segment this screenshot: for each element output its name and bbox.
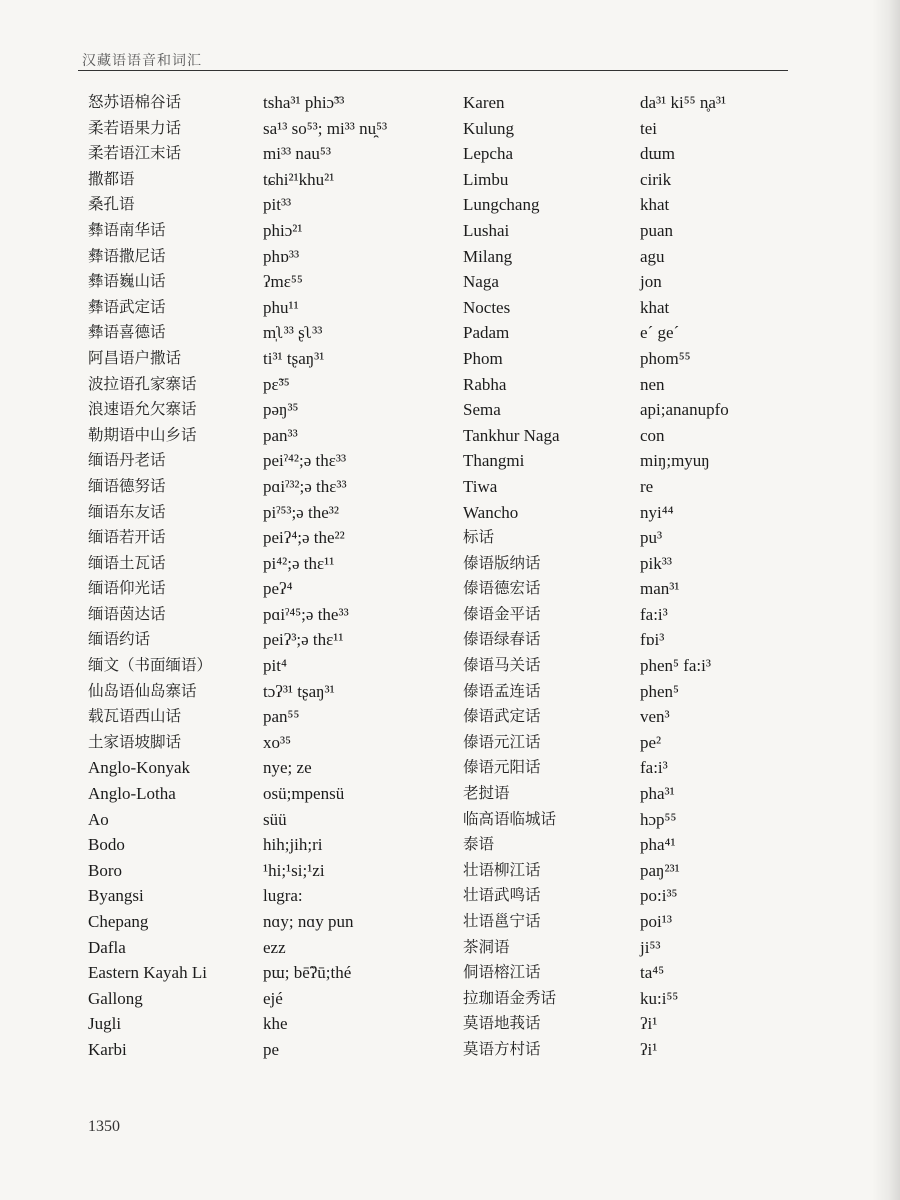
word-form: sa¹³ so⁵³; mi³³ nu̯⁵³ [263, 118, 388, 138]
language-name: 浪速语允欠寨话 [88, 400, 197, 419]
language-name: 茶洞语 [463, 937, 510, 956]
page-number: 1350 [88, 1118, 120, 1135]
language-name: 仙岛语仙岛寨话 [88, 681, 197, 700]
language-name: Milang [463, 246, 513, 266]
language-name: Gallong [88, 988, 143, 1008]
word-form: pɯ; bē̃ʔū;thé [263, 963, 352, 983]
language-name: 壮语柳江话 [463, 860, 541, 879]
language-name: 彝语南华话 [88, 220, 166, 239]
language-name: Padam [463, 323, 510, 343]
language-name: 土家语坡脚话 [88, 732, 182, 751]
word-form: miŋ;myuŋ [640, 451, 710, 471]
header-rule [78, 70, 788, 71]
word-form: agu [640, 246, 665, 266]
word-form: fa:i³ [640, 604, 668, 624]
word-form: man³¹ [640, 579, 680, 599]
word-form: pan⁵⁵ [263, 707, 300, 727]
word-form: nyi⁴⁴ [640, 502, 674, 522]
language-name: Chepang [88, 912, 149, 931]
word-form: ʔmɛ⁵⁵ [263, 272, 303, 292]
word-form: da³¹ ki⁵⁵ n̥a³¹ [640, 93, 727, 112]
word-form: ji⁵³ [640, 937, 661, 957]
word-form: lugra: [263, 886, 303, 906]
language-name: Karbi [88, 1039, 127, 1059]
language-name: 彝语撒尼话 [88, 246, 166, 265]
language-name: 傣语武定话 [463, 707, 541, 726]
language-name: 标话 [463, 528, 495, 547]
word-form: pɑiˀ⁴⁵;ə the³³ [263, 604, 349, 624]
language-name: Limbu [463, 169, 509, 189]
language-name: Anglo-Lotha [88, 784, 176, 804]
word-form: khat [640, 297, 670, 317]
language-name: 怒苏语棉谷话 [88, 93, 182, 111]
language-name: Tiwa [463, 476, 498, 496]
language-name: 勒期语中山乡话 [88, 425, 197, 444]
running-header: 汉藏语语音和词汇 [82, 53, 202, 69]
word-form: ʔi¹ [640, 1014, 658, 1034]
word-form: pha⁴¹ [640, 835, 676, 855]
language-name: 泰语 [463, 835, 495, 854]
language-name: Wancho [463, 502, 519, 522]
word-form: dɯm [640, 144, 675, 164]
word-form: peiʔ⁴;ə the²² [263, 528, 345, 548]
word-form: pik³³ [640, 553, 672, 573]
language-name: 傣语德宏话 [463, 579, 541, 598]
language-name: 傣语元阳话 [463, 758, 541, 777]
word-form: re [640, 476, 654, 496]
language-name: 壮语邕宁话 [463, 912, 541, 930]
language-name: Lungchang [463, 195, 540, 215]
language-name: 傣语版纳话 [463, 553, 541, 572]
language-name: Bodo [88, 835, 125, 855]
word-form: phen⁵ fa:i³ [640, 656, 711, 676]
language-name: Eastern Kayah Li [88, 963, 207, 983]
word-form: api;ananupfo [640, 400, 729, 420]
word-form: phen⁵ [640, 681, 679, 701]
language-name: 莫语地莪话 [463, 1014, 541, 1033]
language-name: Kulung [463, 118, 514, 138]
language-name: Boro [88, 860, 122, 880]
word-form: ku:i⁵⁵ [640, 988, 679, 1008]
language-name: 傣语金平话 [463, 604, 541, 623]
word-form: hih;jih;ri [263, 835, 323, 855]
word-form: pan³³ [263, 425, 298, 445]
language-name: 缅语丹老话 [88, 451, 166, 470]
language-name: Jugli [88, 1014, 122, 1034]
language-name: 阿昌语户撒话 [88, 348, 182, 367]
word-form: jon [640, 272, 662, 292]
word-form: cirik [640, 169, 672, 189]
page-edge-shadow [872, 0, 900, 1200]
word-form: phu¹¹ [263, 297, 299, 317]
language-name: 波拉语孔家寨话 [88, 374, 197, 393]
language-name: Thangmi [463, 451, 525, 471]
word-form: pu³ [640, 528, 663, 548]
word-form: peʔ⁴ [263, 579, 293, 599]
word-form: con [640, 425, 665, 445]
language-name: 傣语绿春话 [463, 630, 541, 649]
word-form: nye; ze [263, 758, 312, 778]
left-form-column [263, 90, 453, 1063]
language-name: Lepcha [463, 144, 514, 164]
language-name: Karen [463, 93, 505, 112]
word-form: puan [640, 220, 674, 240]
word-form: tei [640, 118, 657, 138]
word-form: paŋ²³¹ [640, 860, 680, 880]
language-name: Phom [463, 348, 503, 368]
language-name: 柔若语果力话 [88, 118, 182, 137]
language-name: 壮语武鸣话 [463, 886, 541, 905]
language-name: 彝语喜德话 [88, 323, 166, 342]
language-name: 缅语若开话 [88, 528, 166, 547]
word-form: fɒi³ [640, 630, 665, 650]
word-form: tsha³¹ phiɔ̃³³ [263, 93, 345, 112]
language-name: 傣语马关话 [463, 656, 541, 675]
right-form-column [640, 90, 790, 1063]
language-name: Naga [463, 272, 499, 292]
word-form: e´ ge´ [640, 323, 680, 343]
word-form: phom⁵⁵ [640, 348, 691, 368]
language-name: 临高语临城话 [463, 809, 557, 828]
language-name: 缅语德努话 [88, 476, 166, 495]
language-name: 缅语茵达话 [88, 604, 166, 623]
language-name: 缅文（书面缅语） [88, 656, 213, 675]
language-name: 彝语武定话 [88, 297, 166, 316]
language-name: 撒都语 [88, 169, 135, 188]
word-form: khe [263, 1014, 288, 1034]
language-name: 桑孔语 [88, 195, 135, 214]
language-name: 彝语巍山话 [88, 272, 166, 291]
word-form: mi³³ nau⁵³ [263, 144, 331, 164]
word-form: pha³¹ [640, 784, 675, 804]
word-form: ta⁴⁵ [640, 963, 665, 983]
word-form: fa:i³ [640, 758, 668, 778]
word-form: khat [640, 195, 670, 215]
word-form: ven³ [640, 707, 670, 727]
language-name: 拉珈语金秀话 [463, 988, 557, 1007]
language-name: Anglo-Konyak [88, 758, 190, 778]
language-name: Byangsi [88, 886, 144, 906]
word-form: ¹hi;¹si;¹zi [263, 860, 325, 880]
language-name: 缅语东友话 [88, 502, 166, 521]
word-form: xo³⁵ [263, 732, 292, 752]
word-form: poi¹³ [640, 912, 672, 931]
language-name: Sema [463, 400, 501, 420]
right-language-column [463, 90, 638, 1063]
word-form: pit⁴ [263, 656, 287, 676]
word-form: peiˀ⁴²;ə thɛ³³ [263, 451, 347, 471]
language-name: Dafla [88, 937, 126, 957]
word-form: pɑiˀ³²;ə thɛ³³ [263, 476, 347, 496]
word-form: phiɔ²¹ [263, 220, 303, 240]
word-form: phɒ³³ [263, 246, 300, 266]
language-name: Rabha [463, 374, 507, 394]
word-form: nɑy; nɑy pun [263, 912, 354, 931]
language-name: 老挝语 [463, 784, 510, 803]
language-name: 缅语约话 [88, 630, 151, 649]
language-name: 载瓦语西山话 [88, 707, 182, 726]
word-form: pit³³ [263, 195, 292, 215]
language-name: 傣语孟连话 [463, 681, 541, 700]
word-form: pe² [640, 732, 662, 752]
language-name: 侗语榕江话 [463, 963, 541, 982]
word-form: pəŋ³⁵ [263, 400, 299, 420]
language-name: 傣语元江话 [463, 732, 541, 751]
language-name: Lushai [463, 220, 510, 240]
word-form: hɔp⁵⁵ [640, 809, 677, 829]
word-form: tɔʔ³¹ tʂaŋ³¹ [263, 681, 335, 701]
word-form: po:i³⁵ [640, 886, 678, 906]
word-form: pɛ̃³⁵ [263, 374, 290, 394]
word-form: pi⁴²;ə thɛ¹¹ [263, 553, 335, 573]
word-form: ezz [263, 937, 286, 957]
language-name: Noctes [463, 297, 511, 317]
word-form: m̩ʅ³³ ʂʅ³³ [263, 323, 323, 343]
word-form: piˀ⁵³;ə the³² [263, 502, 339, 522]
language-name: Tankhur Naga [463, 425, 560, 445]
language-name: 莫语方村话 [463, 1039, 541, 1058]
word-form: tɕhi²¹khu²¹ [263, 169, 335, 189]
word-form: nen [640, 374, 665, 394]
word-form: pe [263, 1039, 280, 1059]
word-form: peiʔ³;ə thɛ¹¹ [263, 630, 344, 650]
word-form: ti³¹ tʂaŋ³¹ [263, 348, 325, 368]
language-name: 缅语仰光话 [88, 579, 166, 598]
language-name: 缅语土瓦话 [88, 553, 166, 572]
word-form: osü;mpensü [263, 784, 345, 804]
language-name: Ao [88, 809, 109, 829]
word-form: süü [263, 809, 287, 829]
left-language-column [88, 90, 258, 1063]
language-name: 柔若语江末话 [88, 144, 182, 163]
word-form: ʔi¹ [640, 1039, 658, 1059]
word-form: ejé [263, 988, 283, 1008]
